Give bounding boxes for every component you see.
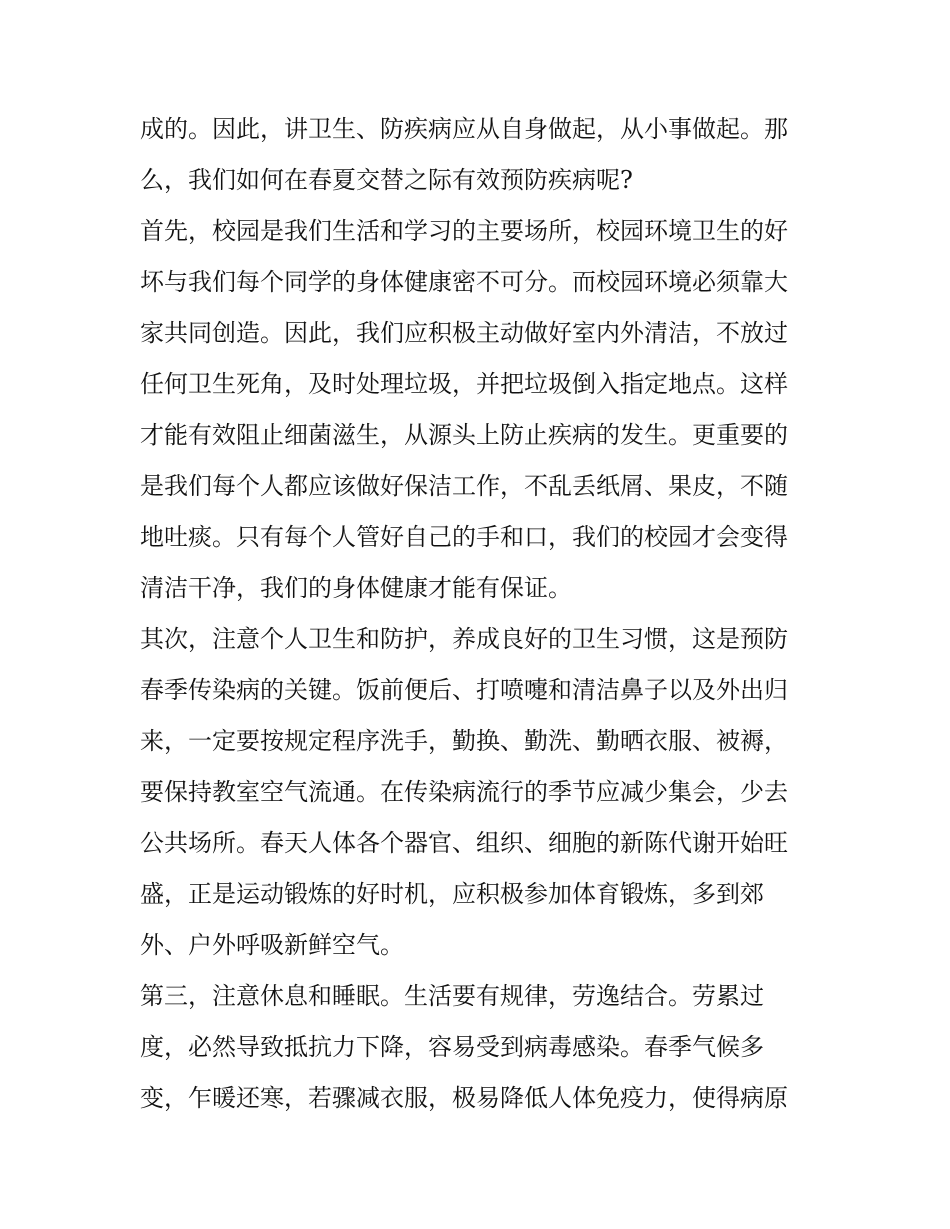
text-line: 家共同创造。因此，我们应积极主动做好室内外清洁，不放过 — [140, 319, 788, 347]
text-line: 任何卫生死角，及时处理垃圾，并把垃圾倒入指定地点。这样 — [140, 370, 788, 398]
text-line: 度，必然导致抵抗力下降，容易受到病毒感染。春季气候多 — [140, 1033, 764, 1061]
text-line: 春季传染病的关键。饭前便后、打喷嚏和清洁鼻子以及外出归 — [140, 676, 788, 704]
text-line: 地吐痰。只有每个人管好自己的手和口，我们的校园才会变得 — [140, 523, 788, 551]
text-line: 首先，校园是我们生活和学习的主要场所，校园环境卫生的好 — [140, 217, 788, 245]
body-text — [140, 104, 820, 1124]
text-line: 坏与我们每个同学的身体健康密不可分。而校园环境必须靠大 — [140, 268, 788, 296]
text-line: 是我们每个人都应该做好保洁工作，不乱丢纸屑、果皮，不随 — [140, 472, 788, 500]
text-line: 成的。因此，讲卫生、防疾病应从自身做起，从小事做起。那 — [140, 115, 788, 143]
text-line: 外、户外呼吸新鲜空气。 — [140, 931, 404, 959]
text-line: 盛，正是运动锻炼的好时机，应积极参加体育锻炼，多到郊 — [140, 880, 764, 908]
text-line: 么，我们如何在春夏交替之际有效预防疾病呢? — [140, 166, 633, 194]
text-line: 第三，注意休息和睡眠。生活要有规律，劳逸结合。劳累过 — [140, 982, 764, 1010]
text-line: 其次，注意个人卫生和防护，养成良好的卫生习惯，这是预防 — [140, 625, 788, 653]
text-line: 清洁干净，我们的身体健康才能有保证。 — [140, 574, 572, 602]
text-line: 公共场所。春天人体各个器官、组织、细胞的新陈代谢开始旺 — [140, 829, 788, 857]
text-line: 才能有效阻止细菌滋生，从源头上防止疾病的发生。更重要的 — [140, 421, 788, 449]
text-line: 来，一定要按规定程序洗手，勤换、勤洗、勤晒衣服、被褥， — [140, 727, 788, 755]
text-line: 要保持教室空气流通。在传染病流行的季节应减少集会，少去 — [140, 778, 788, 806]
text-line: 变，乍暖还寒，若骤减衣服，极易降低人体免疫力，使得病原 — [140, 1084, 788, 1112]
